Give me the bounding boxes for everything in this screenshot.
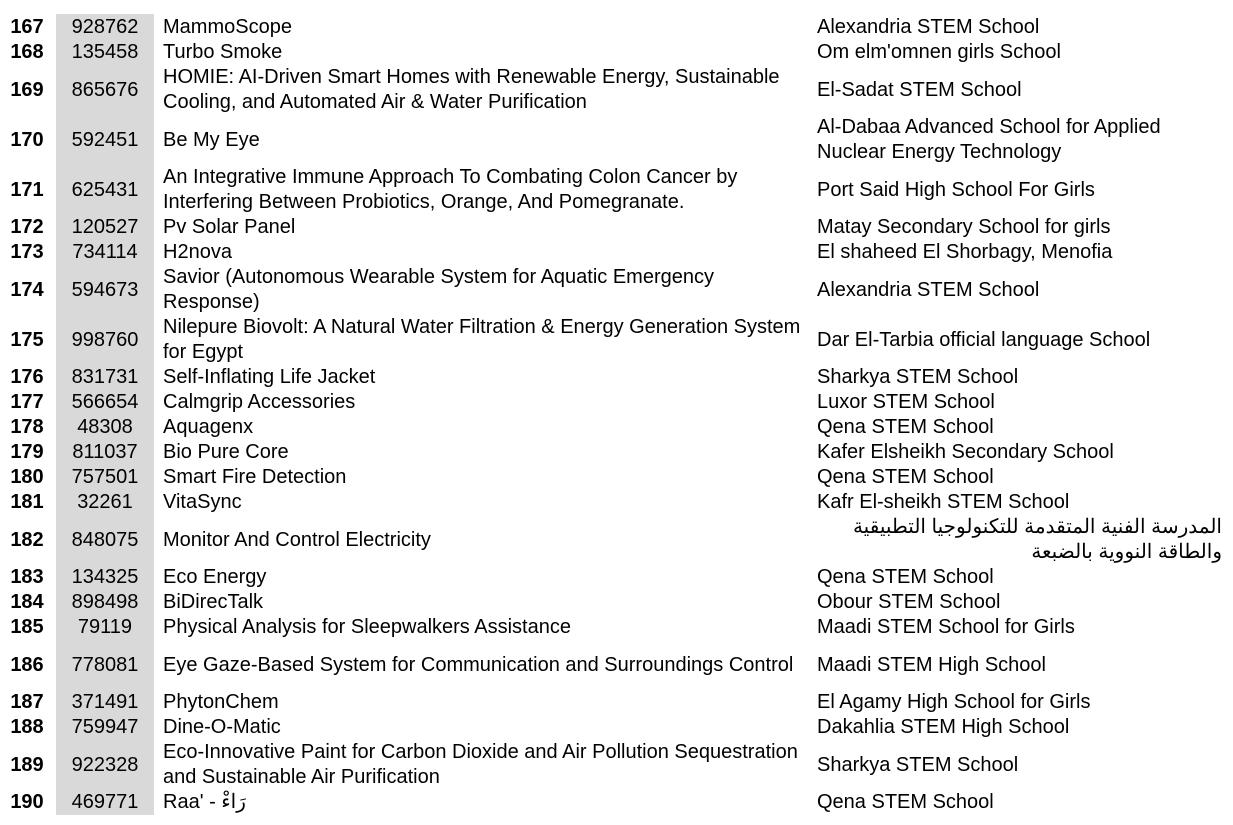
- school-name: Sharkya STEM School: [817, 366, 1019, 388]
- project-id: 592451: [56, 115, 154, 165]
- project-title: Bio Pure Core: [163, 441, 289, 463]
- project-id: 757501: [56, 465, 154, 490]
- school-name: Matay Secondary School for girls: [817, 216, 1111, 238]
- school-name: Dakahlia STEM High School: [817, 716, 1070, 738]
- school-name: El Agamy High School for Girls: [817, 691, 1091, 713]
- school-name: Luxor STEM School: [817, 391, 995, 413]
- school-name: Qena STEM School: [817, 791, 994, 813]
- project-title: Eco-Innovative Paint for Carbon Dioxide and Air Pollution Sequestration and Sustainable Air Purification: [163, 741, 798, 788]
- project-title: BiDirecTalk: [163, 591, 264, 613]
- row-number: 178: [10, 416, 44, 438]
- school-name: Sharkya STEM School: [817, 753, 1019, 776]
- school-name: Maadi STEM High School: [817, 653, 1046, 676]
- table-row: [0, 440, 1233, 465]
- project-title: Savior (Autonomous Wearable System for Aquatic Emergency Response): [163, 266, 714, 313]
- table-row: [0, 515, 1233, 565]
- project-title: Aquagenx: [163, 416, 254, 438]
- table-row: [0, 640, 1233, 690]
- row-number: 187: [10, 691, 44, 713]
- table-row: [0, 590, 1233, 615]
- row-number: 183: [10, 566, 44, 588]
- table-row: [0, 65, 1233, 115]
- project-id: 811037: [56, 440, 154, 465]
- school-name: المدرسة الفنية المتقدمة للتكنولوجيا التطبيقية والطاقة النووية بالضبعة: [852, 516, 1222, 563]
- project-id: 625431: [56, 165, 154, 215]
- table-row: [0, 615, 1233, 640]
- row-number: 186: [10, 653, 44, 676]
- table-row: [0, 15, 1233, 40]
- project-title: Nilepure Biovolt: A Natural Water Filtration & Energy Generation System for Egypt: [163, 316, 801, 363]
- row-number: 184: [10, 591, 44, 613]
- project-id: 898498: [56, 590, 154, 615]
- project-id: 831731: [56, 365, 154, 390]
- row-number: 173: [10, 241, 44, 263]
- table-row: [0, 490, 1233, 515]
- school-name: Alexandria STEM School: [817, 16, 1040, 38]
- row-number: 175: [10, 328, 44, 351]
- project-id: 594673: [56, 265, 154, 315]
- project-id: 135458: [56, 40, 154, 65]
- project-id: 848075: [56, 515, 154, 565]
- school-name: Alexandria STEM School: [817, 278, 1040, 301]
- row-number: 182: [10, 528, 44, 551]
- table-row: [0, 390, 1233, 415]
- table-row: [0, 740, 1233, 790]
- project-title: Eye Gaze-Based System for Communication and Surroundings Control: [163, 653, 794, 676]
- row-number: 167: [10, 16, 44, 38]
- school-name: Port Said High School For Girls: [817, 178, 1095, 201]
- project-title: Be My Eye: [163, 128, 260, 151]
- project-title: H2nova: [163, 241, 232, 263]
- school-name: Kafr El-sheikh STEM School: [817, 491, 1070, 513]
- project-title: Turbo Smoke: [163, 41, 283, 63]
- project-title: HOMIE: AI-Driven Smart Homes with Renewable Energy, Sustainable Cooling, and Automated Air & Water Purification: [163, 66, 780, 113]
- row-number: 168: [10, 41, 44, 63]
- project-id: 32261: [56, 490, 154, 515]
- project-id: 134325: [56, 565, 154, 590]
- table-row: [0, 790, 1233, 815]
- project-id: 120527: [56, 215, 154, 240]
- table-row: [0, 240, 1233, 265]
- row-number: 181: [10, 491, 44, 513]
- table-row: [0, 715, 1233, 740]
- row-number: 185: [10, 616, 44, 638]
- school-name: Qena STEM School: [817, 466, 994, 488]
- project-title: Calmgrip Accessories: [163, 391, 356, 413]
- table-row: [0, 315, 1233, 365]
- table-row: [0, 365, 1233, 390]
- row-number: 171: [10, 178, 44, 201]
- row-number: 188: [10, 716, 44, 738]
- school-name: Obour STEM School: [817, 591, 1001, 613]
- school-name: Qena STEM School: [817, 566, 994, 588]
- project-id: 566654: [56, 390, 154, 415]
- row-number: 170: [10, 128, 44, 151]
- table-row: [0, 115, 1233, 165]
- project-id: 998760: [56, 315, 154, 365]
- project-title: Pv Solar Panel: [163, 216, 296, 238]
- row-number: 169: [10, 78, 44, 101]
- row-number: 179: [10, 441, 44, 463]
- project-id: 48308: [56, 415, 154, 440]
- project-id: 759947: [56, 715, 154, 740]
- project-id: 371491: [56, 690, 154, 715]
- project-id: 778081: [56, 640, 154, 690]
- school-name: Om elm'omnen girls School: [817, 41, 1061, 63]
- project-title: VitaSync: [163, 491, 242, 513]
- project-title: An Integrative Immune Approach To Combating Colon Cancer by Interfering Between Probiotics, Orange, And Pomegranate.: [163, 166, 738, 213]
- table-row: [0, 465, 1233, 490]
- project-id: 865676: [56, 65, 154, 115]
- project-title: Raa' - رَاءْ: [163, 791, 246, 813]
- project-title: Physical Analysis for Sleepwalkers Assistance: [163, 616, 571, 638]
- table-row: [0, 215, 1233, 240]
- school-name: Dar El-Tarbia official language School: [817, 328, 1151, 351]
- table-row: [0, 165, 1233, 215]
- project-title: Dine-O-Matic: [163, 716, 281, 738]
- project-title: Eco Energy: [163, 566, 267, 588]
- project-id: 469771: [56, 790, 154, 815]
- school-name: El-Sadat STEM School: [817, 78, 1022, 101]
- school-name: El shaheed El Shorbagy, Menofia: [817, 241, 1113, 263]
- project-id: 928762: [56, 15, 154, 40]
- project-title: Self-Inflating Life Jacket: [163, 366, 376, 388]
- table-row: [0, 415, 1233, 440]
- table-row: [0, 265, 1233, 315]
- school-name: Kafer Elsheikh Secondary School: [817, 441, 1114, 463]
- project-title: PhytonChem: [163, 691, 279, 713]
- project-title: Monitor And Control Electricity: [163, 528, 431, 551]
- project-id: 79119: [56, 615, 154, 640]
- row-number: 190: [10, 791, 44, 813]
- row-number: 176: [10, 366, 44, 388]
- school-name: Qena STEM School: [817, 416, 994, 438]
- school-name: Al-Dabaa Advanced School for Applied Nuclear Energy Technology: [817, 116, 1161, 163]
- table-row: [0, 565, 1233, 590]
- row-number: 180: [10, 466, 44, 488]
- project-title: Smart Fire Detection: [163, 466, 347, 488]
- row-number: 174: [10, 278, 44, 301]
- school-name: Maadi STEM School for Girls: [817, 616, 1075, 638]
- table-row: [0, 40, 1233, 65]
- project-id: 922328: [56, 740, 154, 790]
- row-number: 177: [10, 391, 44, 413]
- row-number: 189: [10, 753, 44, 776]
- project-title: MammoScope: [163, 16, 292, 38]
- row-number: 172: [10, 216, 44, 238]
- project-id: 734114: [56, 240, 154, 265]
- table-row: [0, 690, 1233, 715]
